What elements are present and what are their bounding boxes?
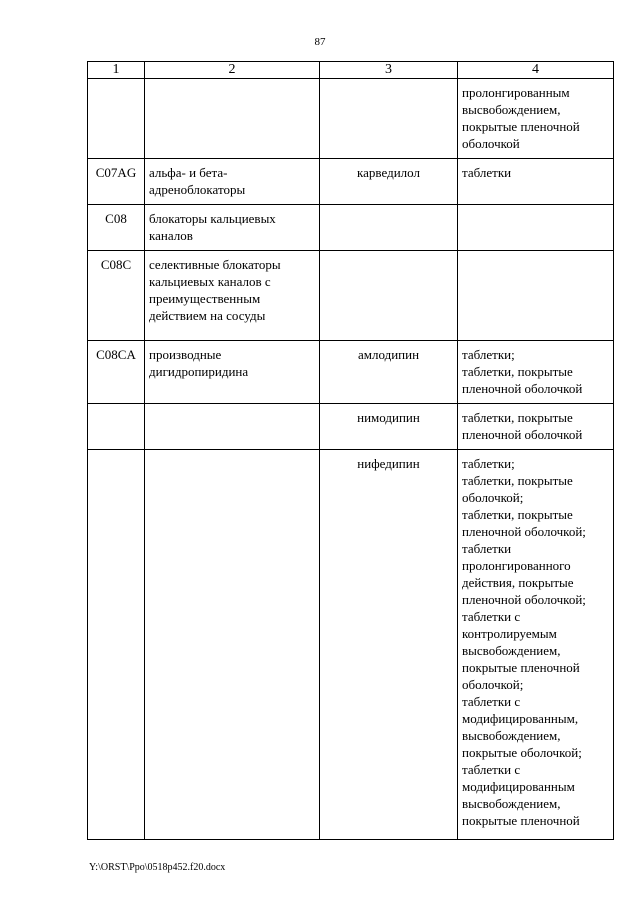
group-name-cell: альфа- и бета-адреноблокаторы [145,159,320,205]
group-name-cell [145,450,320,840]
dosage-form-item: таблетки, покрытые пленочной оболочкой; [462,507,586,539]
atc-code-cell [88,404,145,450]
file-path-footer: Y:\ORST\Ppo\0518p452.f20.docx [89,862,226,873]
drug-name-cell [320,205,458,251]
dosage-form-item: таблетки пролонгированного действия, покрытые пленочной оболочкой; [462,541,586,607]
drug-table [87,61,614,840]
drug-name-cell: нимодипин [320,404,458,450]
header-col-3: 3 [320,62,458,79]
dosage-forms-cell [458,79,614,159]
atc-code-cell: C08 [88,205,145,251]
drug-name-cell [320,79,458,159]
page-number: 87 [314,36,326,48]
table-row [88,159,614,205]
dosage-forms-cell [458,404,614,450]
atc-code-cell [88,79,145,159]
table-row [88,251,614,341]
dosage-form-item: таблетки [462,165,512,180]
dosage-form-item: таблетки, покрытые оболочкой; [462,473,573,505]
table-body [88,79,614,840]
atc-code-cell: C07AG [88,159,145,205]
group-name-cell: производные дигидропиридина [145,341,320,404]
header-col-1: 1 [88,62,145,79]
atc-code-cell: C08CA [88,341,145,404]
dosage-form-item: оболочкой [462,136,520,151]
group-name-cell [145,79,320,159]
dosage-forms-cell [458,251,614,341]
header-col-2: 2 [145,62,320,79]
dosage-forms-cell [458,159,614,205]
group-name-cell: селективные блокаторы кальциевых каналов с преимущественным действием на сосуды [145,251,320,341]
table-row [88,205,614,251]
dosage-form-item: покрытые пленочной [462,119,580,134]
atc-code-cell [88,450,145,840]
dosage-forms-cell [458,205,614,251]
header-col-4: 4 [458,62,614,79]
table-row [88,450,614,840]
dosage-form-item: таблетки; [462,347,515,362]
table-row [88,404,614,450]
dosage-form-item: пролонгированным [462,85,570,100]
table-row [88,79,614,159]
dosage-form-item: таблетки с модифицированным, высвобождением, покрытые оболочкой; [462,694,582,760]
atc-code-cell: C08C [88,251,145,341]
group-name-cell: блокаторы кальциевых каналов [145,205,320,251]
dosage-form-item: таблетки, покрытые пленочной оболочкой [462,364,583,396]
dosage-form-item: таблетки; [462,456,515,471]
dosage-forms-cell [458,450,614,840]
dosage-forms-cell [458,341,614,404]
dosage-form-item: высвобождением, [462,102,561,117]
table-row [88,341,614,404]
group-name-cell [145,404,320,450]
drug-name-cell [320,251,458,341]
drug-name-cell: карведилол [320,159,458,205]
drug-name-cell: амлодипин [320,341,458,404]
dosage-form-item: таблетки с контролируемым высвобождением, покрытые пленочной оболочкой; [462,609,580,692]
dosage-form-item: таблетки с модифицированным высвобождением, покрытые пленочной [462,762,580,828]
dosage-form-item: таблетки, покрытые пленочной оболочкой [462,410,583,442]
table-header-row [88,62,614,79]
drug-name-cell: нифедипин [320,450,458,840]
